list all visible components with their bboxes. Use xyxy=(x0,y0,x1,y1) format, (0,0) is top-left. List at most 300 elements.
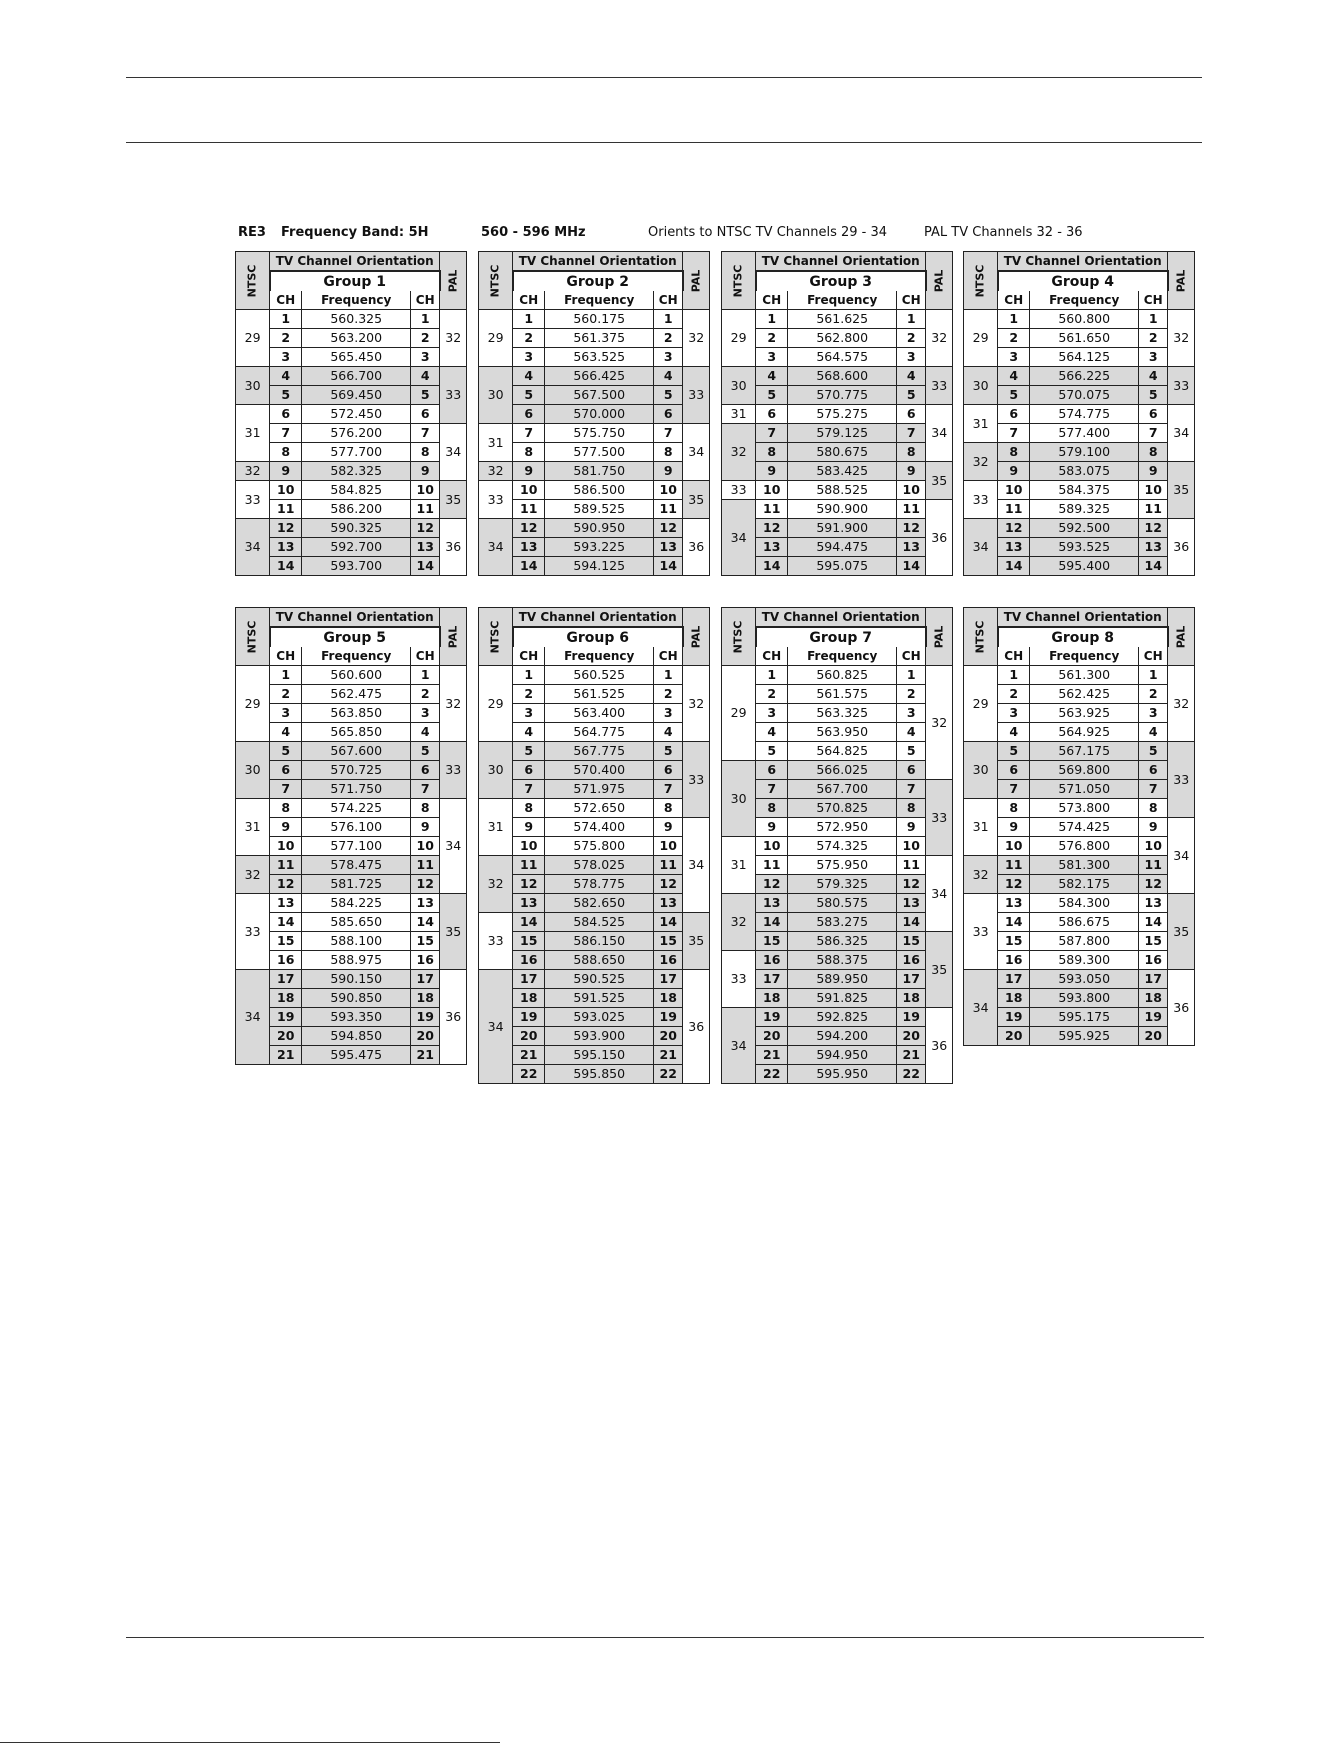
frequency-value: 586.325 xyxy=(788,932,897,951)
channel-number: 1 xyxy=(1139,666,1168,685)
table-row xyxy=(722,666,953,685)
channel-number: 7 xyxy=(756,780,788,799)
frequency-value: 565.450 xyxy=(302,348,411,367)
channel-number: 4 xyxy=(411,367,440,386)
pal-header: PAL xyxy=(1168,252,1195,310)
table-row xyxy=(236,799,467,818)
table-row xyxy=(964,932,1195,951)
frequency-value: 586.500 xyxy=(545,481,654,500)
channel-number: 7 xyxy=(998,424,1030,443)
frequency-value: 566.425 xyxy=(545,367,654,386)
table-row xyxy=(722,1046,953,1065)
channel-number: 1 xyxy=(270,666,302,685)
channel-number: 4 xyxy=(411,723,440,742)
channel-number: 1 xyxy=(897,666,926,685)
ch-column-header: CH xyxy=(897,647,926,666)
channel-number: 15 xyxy=(270,932,302,951)
channel-number: 15 xyxy=(411,932,440,951)
channel-number: 15 xyxy=(513,932,545,951)
band-id: RE3 xyxy=(238,225,266,240)
table-row xyxy=(479,704,710,723)
table-row xyxy=(236,538,467,557)
table-row xyxy=(964,1027,1195,1046)
frequency-value: 570.775 xyxy=(788,386,897,405)
channel-number: 5 xyxy=(654,742,683,761)
channel-number: 19 xyxy=(756,1008,788,1027)
table-row xyxy=(964,481,1195,500)
table-row xyxy=(479,519,710,538)
channel-number: 1 xyxy=(1139,310,1168,329)
frequency-value: 590.950 xyxy=(545,519,654,538)
channel-number: 1 xyxy=(998,666,1030,685)
frequency-value: 570.725 xyxy=(302,761,411,780)
channel-number: 10 xyxy=(756,837,788,856)
ntsc-channel: 31 xyxy=(479,424,513,462)
frequency-value: 562.475 xyxy=(302,685,411,704)
ntsc-channel: 32 xyxy=(964,856,998,894)
channel-number: 14 xyxy=(756,913,788,932)
channel-number: 13 xyxy=(1139,894,1168,913)
ntsc-channel: 34 xyxy=(236,970,270,1065)
ch-column-header: CH xyxy=(998,291,1030,310)
channel-number: 19 xyxy=(411,1008,440,1027)
table-row xyxy=(964,780,1195,799)
table-row xyxy=(236,761,467,780)
ch-column-header: CH xyxy=(756,647,788,666)
frequency-value: 566.225 xyxy=(1030,367,1139,386)
frequency-column-header: Frequency xyxy=(1030,291,1139,310)
table-row xyxy=(236,970,467,989)
pal-channel: 35 xyxy=(440,894,467,970)
channel-number: 13 xyxy=(897,894,926,913)
frequency-value: 564.925 xyxy=(1030,723,1139,742)
frequency-value: 579.125 xyxy=(788,424,897,443)
channel-number: 7 xyxy=(998,780,1030,799)
frequency-value: 586.150 xyxy=(545,932,654,951)
table-row xyxy=(964,386,1195,405)
channel-number: 17 xyxy=(513,970,545,989)
frequency-value: 587.800 xyxy=(1030,932,1139,951)
table-row xyxy=(722,704,953,723)
channel-number: 4 xyxy=(998,723,1030,742)
table-row xyxy=(236,742,467,761)
channel-number: 2 xyxy=(756,685,788,704)
table-row xyxy=(236,557,467,576)
channel-number: 16 xyxy=(998,951,1030,970)
table-row xyxy=(964,329,1195,348)
frequency-value: 595.075 xyxy=(788,557,897,576)
pal-header: PAL xyxy=(926,608,953,666)
frequency-value: 574.425 xyxy=(1030,818,1139,837)
table-row xyxy=(722,913,953,932)
tv-orientation-header: TV Channel Orientation xyxy=(998,252,1168,272)
table-row xyxy=(964,443,1195,462)
channel-number: 9 xyxy=(897,818,926,837)
frequency-value: 571.750 xyxy=(302,780,411,799)
channel-number: 11 xyxy=(654,500,683,519)
channel-number: 14 xyxy=(998,913,1030,932)
frequency-value: 593.025 xyxy=(545,1008,654,1027)
table-row xyxy=(722,742,953,761)
table-row xyxy=(964,1008,1195,1027)
table-row xyxy=(964,666,1195,685)
frequency-value: 577.100 xyxy=(302,837,411,856)
frequency-value: 593.225 xyxy=(545,538,654,557)
frequency-value: 595.950 xyxy=(788,1065,897,1084)
tv-orientation-header: TV Channel Orientation xyxy=(513,252,683,272)
frequency-value: 565.850 xyxy=(302,723,411,742)
channel-number: 20 xyxy=(270,1027,302,1046)
channel-number: 12 xyxy=(1139,875,1168,894)
pal-channel: 33 xyxy=(440,367,467,424)
ntsc-channel: 31 xyxy=(964,799,998,856)
channel-number: 11 xyxy=(513,856,545,875)
ntsc-note: Orients to NTSC TV Channels 29 - 34 xyxy=(648,225,888,240)
channel-number: 8 xyxy=(1139,443,1168,462)
frequency-value: 592.500 xyxy=(1030,519,1139,538)
channel-number: 12 xyxy=(1139,519,1168,538)
channel-number: 6 xyxy=(1139,761,1168,780)
channel-number: 12 xyxy=(897,519,926,538)
channel-number: 7 xyxy=(654,780,683,799)
ntsc-channel: 32 xyxy=(964,443,998,481)
ntsc-header: NTSC xyxy=(236,252,270,310)
channel-number: 8 xyxy=(897,799,926,818)
frequency-value: 595.850 xyxy=(545,1065,654,1084)
table-row xyxy=(722,557,953,576)
table-row xyxy=(722,367,953,386)
channel-number: 14 xyxy=(1139,913,1168,932)
channel-number: 8 xyxy=(1139,799,1168,818)
channel-number: 18 xyxy=(897,989,926,1008)
channel-number: 10 xyxy=(411,837,440,856)
table-row xyxy=(479,500,710,519)
channel-number: 10 xyxy=(270,837,302,856)
frequency-value: 569.800 xyxy=(1030,761,1139,780)
pal-channel: 34 xyxy=(1168,405,1195,462)
channel-number: 13 xyxy=(654,538,683,557)
channel-number: 12 xyxy=(513,519,545,538)
frequency-value: 563.325 xyxy=(788,704,897,723)
channel-number: 21 xyxy=(654,1046,683,1065)
table-row xyxy=(964,723,1195,742)
channel-number: 14 xyxy=(411,557,440,576)
channel-number: 9 xyxy=(270,462,302,481)
channel-number: 1 xyxy=(897,310,926,329)
frequency-value: 584.525 xyxy=(545,913,654,932)
frequency-value: 567.600 xyxy=(302,742,411,761)
frequency-value: 576.800 xyxy=(1030,837,1139,856)
frequency-value: 594.850 xyxy=(302,1027,411,1046)
channel-number: 11 xyxy=(1139,856,1168,875)
frequency-value: 586.200 xyxy=(302,500,411,519)
table-row xyxy=(236,500,467,519)
channel-number: 16 xyxy=(654,951,683,970)
frequency-value: 594.475 xyxy=(788,538,897,557)
channel-number: 2 xyxy=(513,329,545,348)
channel-number: 17 xyxy=(411,970,440,989)
table-row xyxy=(479,799,710,818)
channel-number: 10 xyxy=(897,837,926,856)
table-row xyxy=(479,932,710,951)
channel-number: 8 xyxy=(270,799,302,818)
frequency-value: 564.575 xyxy=(788,348,897,367)
channel-number: 19 xyxy=(513,1008,545,1027)
pal-channel: 32 xyxy=(926,666,953,780)
frequency-column-header: Frequency xyxy=(302,291,411,310)
channel-number: 20 xyxy=(654,1027,683,1046)
frequency-column-header: Frequency xyxy=(1030,647,1139,666)
table-row xyxy=(236,704,467,723)
channel-number: 12 xyxy=(270,875,302,894)
channel-number: 13 xyxy=(1139,538,1168,557)
channel-number: 2 xyxy=(756,329,788,348)
ch-column-header: CH xyxy=(1139,291,1168,310)
frequency-value: 579.325 xyxy=(788,875,897,894)
channel-number: 18 xyxy=(1139,989,1168,1008)
ntsc-header: NTSC xyxy=(722,252,756,310)
channel-number: 4 xyxy=(1139,723,1168,742)
frequency-value: 590.850 xyxy=(302,989,411,1008)
group-title: Group 6 xyxy=(513,627,683,647)
pal-channel: 33 xyxy=(683,742,710,818)
group-title: Group 2 xyxy=(513,271,683,291)
table-row xyxy=(479,1046,710,1065)
channel-number: 9 xyxy=(998,818,1030,837)
table-row xyxy=(722,424,953,443)
table-row xyxy=(722,875,953,894)
channel-number: 1 xyxy=(270,310,302,329)
frequency-value: 589.325 xyxy=(1030,500,1139,519)
channel-number: 14 xyxy=(513,557,545,576)
table-row xyxy=(722,951,953,970)
channel-number: 8 xyxy=(998,799,1030,818)
ch-column-header: CH xyxy=(654,647,683,666)
table-row xyxy=(722,462,953,481)
channel-number: 5 xyxy=(513,742,545,761)
channel-number: 8 xyxy=(756,443,788,462)
channel-number: 20 xyxy=(897,1027,926,1046)
channel-number: 19 xyxy=(897,1008,926,1027)
pal-channel: 33 xyxy=(926,780,953,856)
table-row xyxy=(479,666,710,685)
group-table-8 xyxy=(963,607,1195,1046)
ntsc-channel: 33 xyxy=(964,894,998,970)
table-row xyxy=(479,367,710,386)
channel-number: 9 xyxy=(270,818,302,837)
pal-channel: 35 xyxy=(1168,462,1195,519)
table-row xyxy=(964,913,1195,932)
table-row xyxy=(964,818,1195,837)
ntsc-channel: 32 xyxy=(479,462,513,481)
channel-number: 2 xyxy=(897,329,926,348)
frequency-value: 564.825 xyxy=(788,742,897,761)
frequency-value: 580.675 xyxy=(788,443,897,462)
frequency-value: 571.975 xyxy=(545,780,654,799)
frequency-value: 566.025 xyxy=(788,761,897,780)
ntsc-channel: 29 xyxy=(964,310,998,367)
channel-number: 5 xyxy=(411,742,440,761)
table-row xyxy=(964,970,1195,989)
table-row xyxy=(236,1027,467,1046)
frequency-value: 589.525 xyxy=(545,500,654,519)
channel-number: 11 xyxy=(270,500,302,519)
table-row xyxy=(722,723,953,742)
ntsc-channel: 29 xyxy=(479,310,513,367)
frequency-value: 561.375 xyxy=(545,329,654,348)
channel-number: 10 xyxy=(998,837,1030,856)
channel-number: 17 xyxy=(270,970,302,989)
pal-channel: 35 xyxy=(1168,894,1195,970)
channel-number: 10 xyxy=(654,481,683,500)
ntsc-channel: 32 xyxy=(722,894,756,951)
channel-number: 4 xyxy=(897,367,926,386)
ntsc-channel: 30 xyxy=(722,367,756,405)
table-row xyxy=(236,443,467,462)
ch-column-header: CH xyxy=(270,647,302,666)
pal-channel: 36 xyxy=(1168,970,1195,1046)
table-row xyxy=(964,310,1195,329)
table-row xyxy=(722,1027,953,1046)
channel-number: 9 xyxy=(1139,462,1168,481)
frequency-value: 595.150 xyxy=(545,1046,654,1065)
band-label: Frequency Band: 5H xyxy=(281,225,429,240)
channel-number: 10 xyxy=(1139,481,1168,500)
channel-number: 2 xyxy=(270,329,302,348)
pal-channel: 35 xyxy=(683,913,710,970)
frequency-value: 583.425 xyxy=(788,462,897,481)
frequency-value: 563.200 xyxy=(302,329,411,348)
frequency-value: 572.950 xyxy=(788,818,897,837)
table-row xyxy=(964,894,1195,913)
channel-number: 9 xyxy=(756,818,788,837)
frequency-value: 567.775 xyxy=(545,742,654,761)
frequency-value: 563.525 xyxy=(545,348,654,367)
frequency-value: 588.375 xyxy=(788,951,897,970)
table-row xyxy=(236,856,467,875)
channel-number: 8 xyxy=(756,799,788,818)
tv-orientation-header: TV Channel Orientation xyxy=(513,608,683,628)
frequency-column-header: Frequency xyxy=(788,291,897,310)
ch-column-header: CH xyxy=(513,291,545,310)
band-range: 560 - 596 MHz xyxy=(481,225,586,240)
channel-number: 1 xyxy=(654,666,683,685)
frequency-value: 590.900 xyxy=(788,500,897,519)
table-row xyxy=(479,837,710,856)
channel-number: 14 xyxy=(411,913,440,932)
ntsc-header: NTSC xyxy=(964,252,998,310)
table-row xyxy=(964,875,1195,894)
channel-number: 16 xyxy=(1139,951,1168,970)
channel-number: 6 xyxy=(270,405,302,424)
table-row xyxy=(722,405,953,424)
channel-number: 9 xyxy=(513,462,545,481)
pal-channel: 34 xyxy=(440,424,467,481)
frequency-value: 563.925 xyxy=(1030,704,1139,723)
group-title: Group 7 xyxy=(756,627,926,647)
frequency-value: 570.825 xyxy=(788,799,897,818)
channel-number: 16 xyxy=(411,951,440,970)
channel-number: 20 xyxy=(756,1027,788,1046)
table-row xyxy=(236,462,467,481)
ntsc-channel: 32 xyxy=(236,856,270,894)
channel-number: 13 xyxy=(756,894,788,913)
frequency-column-header: Frequency xyxy=(788,647,897,666)
table-row xyxy=(479,894,710,913)
channel-number: 12 xyxy=(654,875,683,894)
pal-channel: 32 xyxy=(683,666,710,742)
channel-number: 10 xyxy=(897,481,926,500)
ntsc-header: NTSC xyxy=(722,608,756,666)
channel-number: 3 xyxy=(270,348,302,367)
channel-number: 1 xyxy=(411,666,440,685)
channel-number: 8 xyxy=(270,443,302,462)
ntsc-channel: 29 xyxy=(722,666,756,761)
table-row xyxy=(964,462,1195,481)
channel-number: 2 xyxy=(270,685,302,704)
frequency-value: 564.775 xyxy=(545,723,654,742)
group-title: Group 5 xyxy=(270,627,440,647)
channel-number: 11 xyxy=(998,856,1030,875)
pal-channel: 36 xyxy=(926,1008,953,1084)
channel-number: 6 xyxy=(897,405,926,424)
ntsc-channel: 29 xyxy=(964,666,998,742)
ntsc-channel: 30 xyxy=(236,367,270,405)
channel-number: 12 xyxy=(270,519,302,538)
table-row xyxy=(722,818,953,837)
channel-number: 2 xyxy=(513,685,545,704)
channel-number: 10 xyxy=(411,481,440,500)
channel-number: 7 xyxy=(513,780,545,799)
frequency-value: 583.275 xyxy=(788,913,897,932)
ch-column-header: CH xyxy=(998,647,1030,666)
channel-number: 11 xyxy=(998,500,1030,519)
channel-number: 8 xyxy=(513,799,545,818)
table-row xyxy=(964,500,1195,519)
table-row xyxy=(964,856,1195,875)
frequency-value: 582.175 xyxy=(1030,875,1139,894)
frequency-value: 584.300 xyxy=(1030,894,1139,913)
channel-number: 8 xyxy=(654,799,683,818)
frequency-value: 567.175 xyxy=(1030,742,1139,761)
channel-number: 7 xyxy=(654,424,683,443)
table-row xyxy=(722,780,953,799)
table-row xyxy=(479,989,710,1008)
frequency-value: 571.050 xyxy=(1030,780,1139,799)
channel-number: 19 xyxy=(1139,1008,1168,1027)
group-table-2 xyxy=(478,251,710,576)
channel-number: 11 xyxy=(270,856,302,875)
ntsc-channel: 33 xyxy=(964,481,998,519)
table-row xyxy=(236,723,467,742)
frequency-value: 563.950 xyxy=(788,723,897,742)
channel-number: 6 xyxy=(411,761,440,780)
tv-orientation-header: TV Channel Orientation xyxy=(998,608,1168,628)
channel-number: 9 xyxy=(411,462,440,481)
channel-number: 16 xyxy=(756,951,788,970)
table-row xyxy=(722,500,953,519)
tv-orientation-header: TV Channel Orientation xyxy=(756,252,926,272)
channel-number: 14 xyxy=(756,557,788,576)
channel-number: 10 xyxy=(513,837,545,856)
channel-number: 6 xyxy=(756,405,788,424)
ch-column-header: CH xyxy=(756,291,788,310)
channel-number: 18 xyxy=(756,989,788,1008)
channel-number: 2 xyxy=(1139,329,1168,348)
frequency-value: 561.300 xyxy=(1030,666,1139,685)
group-title: Group 3 xyxy=(756,271,926,291)
table-row xyxy=(964,405,1195,424)
